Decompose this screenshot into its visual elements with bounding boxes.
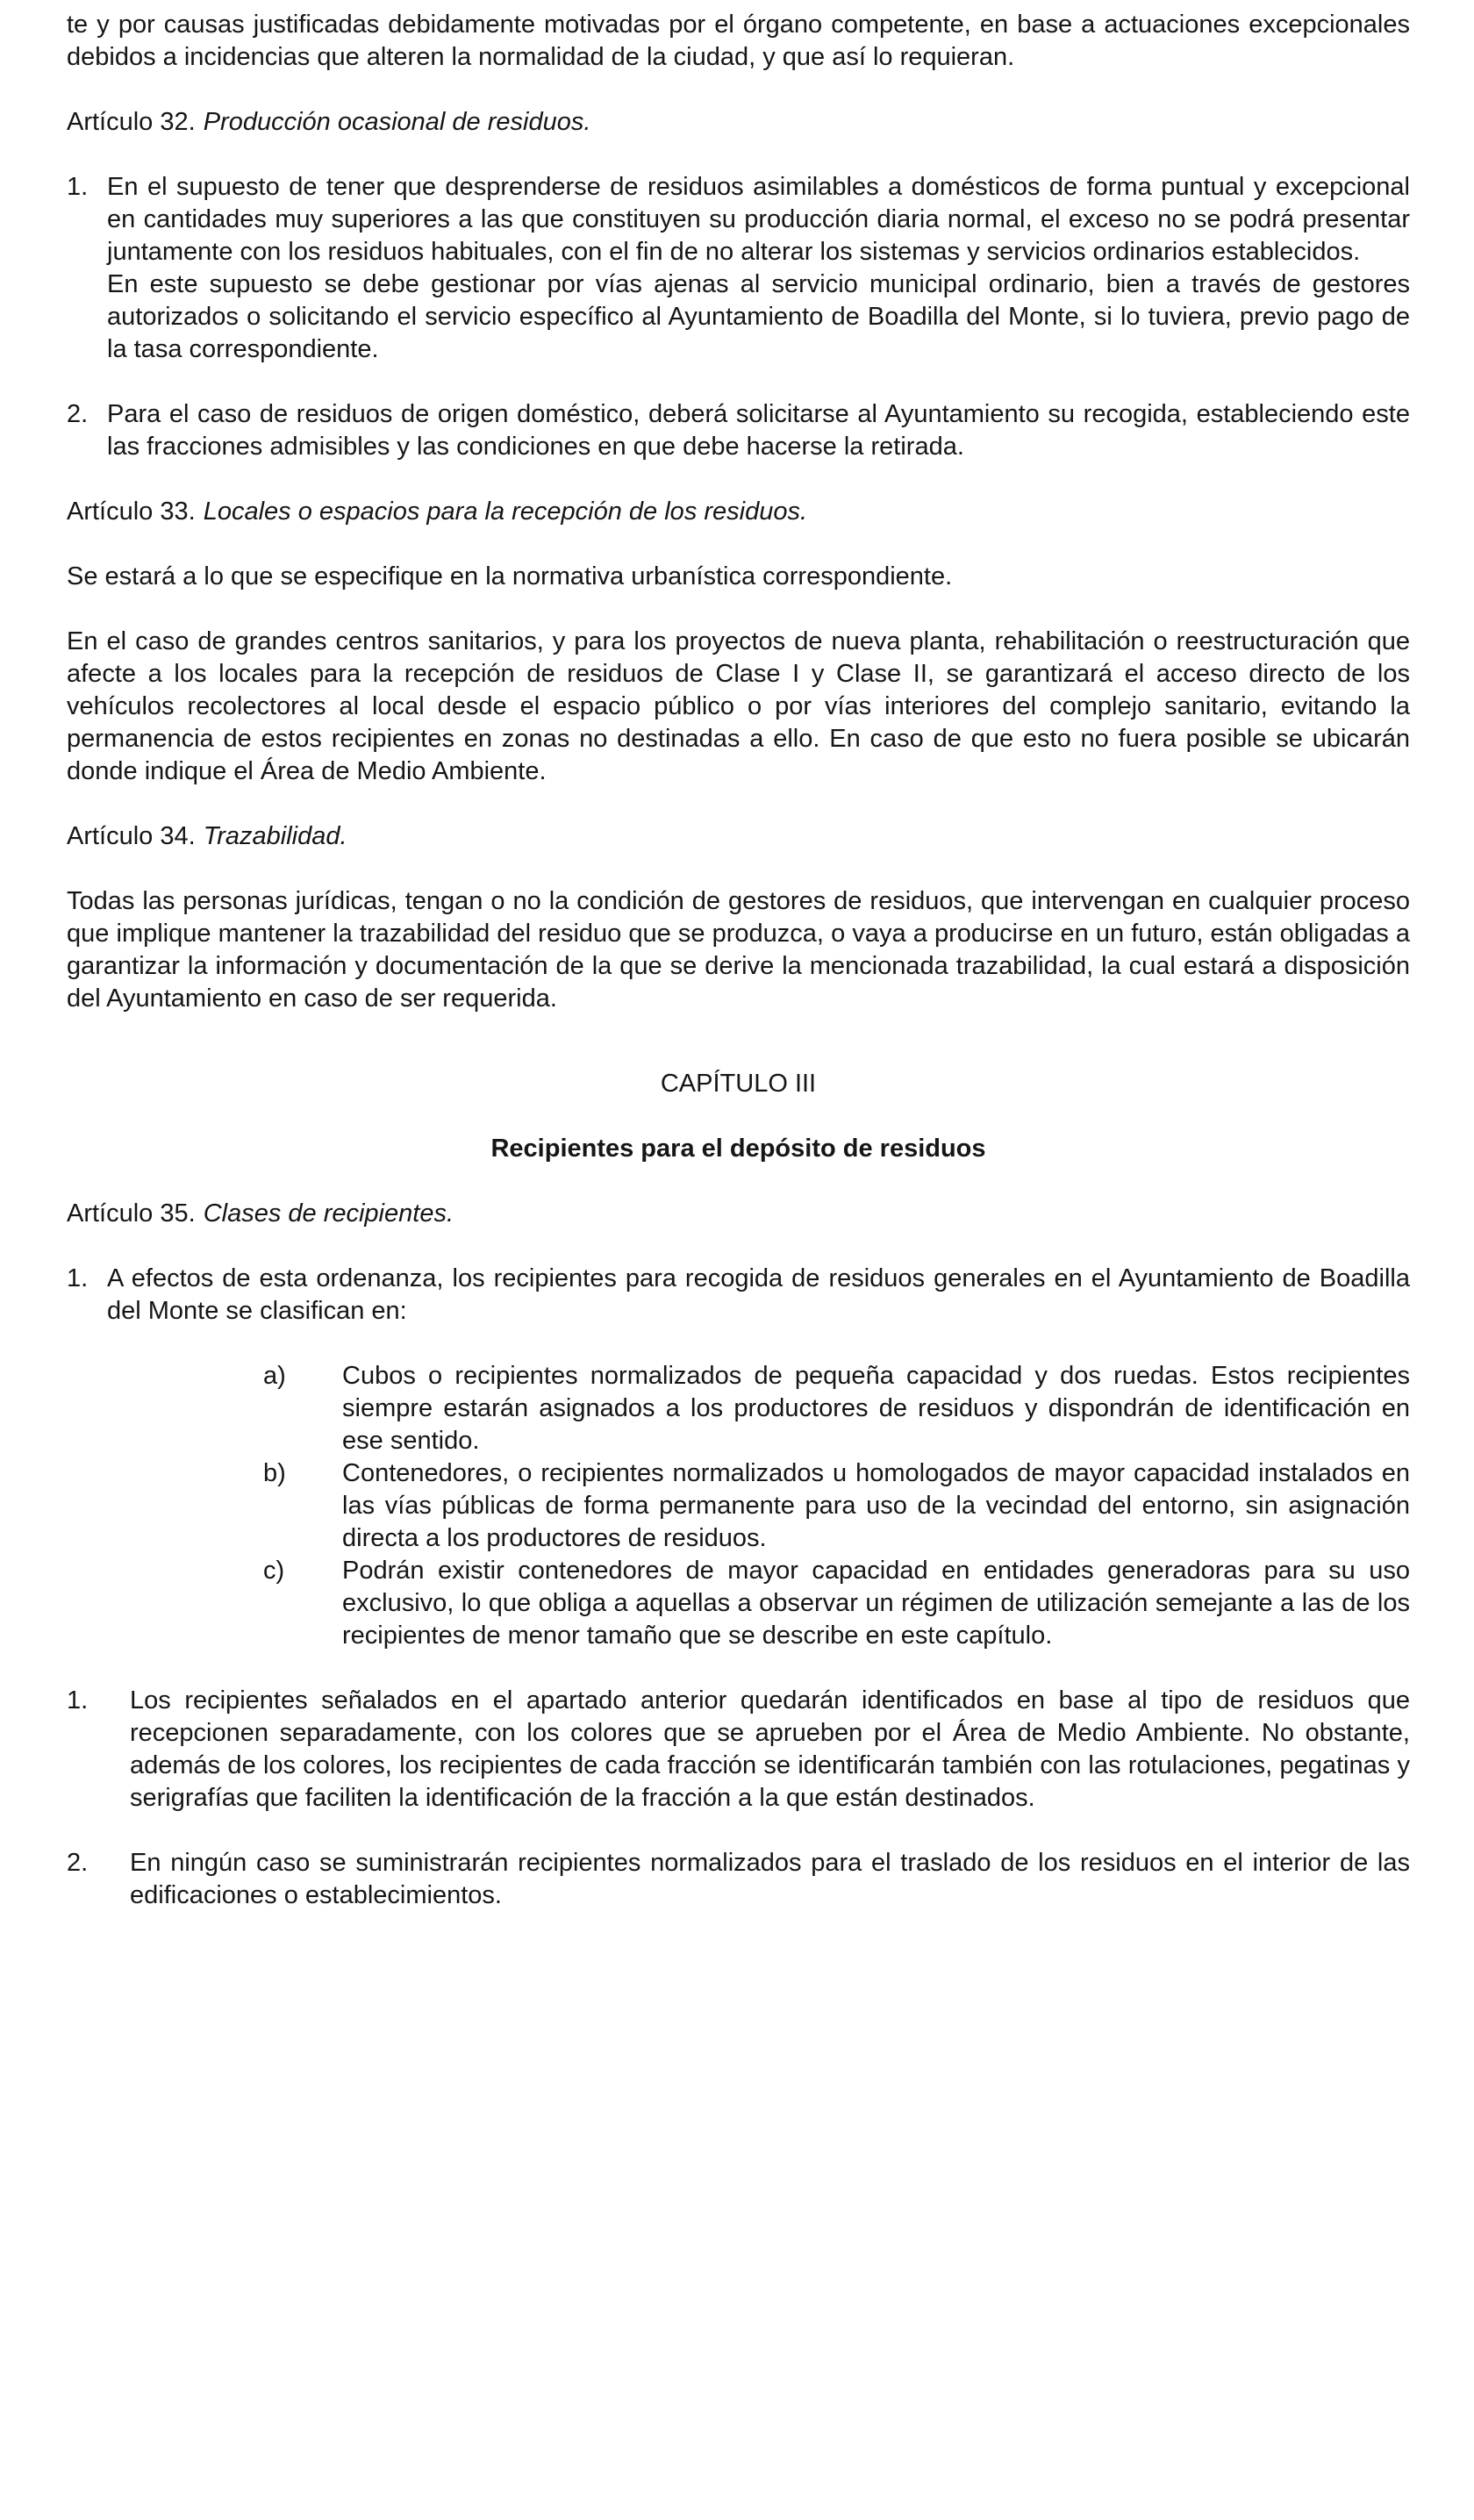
item-number: 1.	[67, 173, 89, 201]
paragraph-continuation: te y por causas justificadas debidamente motivadas por el órgano competente, en base a actuaciones excepcionales debidos a incidencias que alteren la normalidad de la ciudad, y que así lo requieran.	[67, 11, 1410, 71]
sub-list-item-c	[263, 1555, 1410, 1652]
item-paragraph: Para el caso de residuos de origen doméstico, deberá solicitarse al Ayuntamiento su recogida, estableciendo este las fracciones admisibles y las condiciones en que debe hacerse la retirada.	[107, 400, 1410, 461]
article-34-paragraph-1: Todas las personas jurídicas, tengan o no la condición de gestores de residuos, que intervengan en cualquier proceso que implique mantener la trazabilidad del residuo que se produzca, o vaya a producirse en un futuro, están obligadas a garantizar la información y documentación de la que se derive la mencionada trazabilidad, la cual estará a disposición del Ayuntamiento en caso de ser requerida.	[67, 887, 1410, 1013]
article-33-title: Locales o espacios para la recepción de los residuos.	[203, 498, 808, 526]
article-32-label: Artículo 32.	[67, 108, 196, 136]
item-paragraph: Los recipientes señalados en el apartado anterior quedarán identificados en base al tipo de residuos que recepcionen separadamente, con los colores que se aprueben por el Área de Medio Ambiente. No obstante, además de los colores, los recipientes de cada fracción se identificarán también con las rotulaciones, pegatinas y serigrafías que faciliten la identificación de la fracción a la que están destinados.	[130, 1686, 1410, 1812]
list-item-32-1	[67, 171, 1410, 366]
sub-list	[67, 1360, 1410, 1652]
article-35-heading	[67, 1198, 1410, 1230]
article-34-heading	[67, 820, 1410, 853]
item-body	[107, 1263, 1410, 1328]
item-body	[107, 398, 1410, 463]
item-body	[130, 1685, 1410, 1815]
item-paragraph: En este supuesto se debe gestionar por vías ajenas al servicio municipal ordinario, bien a través de gestores autorizados o solicitando el servicio específico al Ayuntamiento de Boadilla del Monte, si lo tuviera, previo pago de la tasa correspondiente.	[107, 270, 1410, 363]
sub-item-text: Podrán existir contenedores de mayor capacidad en entidades generadoras para su uso exclusivo, lo que obliga a aquellas a observar un régimen de utilización semejante a las de los recipientes de menor tamaño que se describe en este capítulo.	[342, 1557, 1410, 1650]
sub-list-item-a	[263, 1360, 1410, 1457]
article-33-heading	[67, 496, 1410, 528]
sub-item-text: Contenedores, o recipientes normalizados u homologados de mayor capacidad instalados en las vías públicas de forma permanente para uso de la vecindad del entorno, sin asignación directa a los productores de residuos.	[342, 1459, 1410, 1552]
article-32-heading	[67, 106, 1410, 139]
item-number: 2.	[67, 400, 89, 428]
article-35-label: Artículo 35.	[67, 1199, 196, 1228]
article-33-paragraph-1: Se estará a lo que se especifique en la normativa urbanística correspondiente.	[67, 562, 953, 591]
chapter-label: CAPÍTULO III	[660, 1070, 817, 1098]
sub-list-item-b	[263, 1457, 1410, 1555]
item-body	[130, 1847, 1410, 1912]
article-32-title: Producción ocasional de residuos.	[203, 108, 591, 136]
sub-item-letter: c)	[263, 1557, 285, 1585]
chapter-title: Recipientes para el depósito de residuos	[490, 1135, 986, 1163]
sub-item-letter: b)	[263, 1459, 286, 1487]
list-item-35-2	[67, 1685, 1410, 1815]
article-34-label: Artículo 34.	[67, 822, 196, 850]
item-number: 1.	[67, 1686, 89, 1715]
list-item-35-1	[67, 1263, 1410, 1328]
item-paragraph: A efectos de esta ordenanza, los recipientes para recogida de residuos generales en el Ayuntamiento de Boadilla del Monte se clasifican en:	[107, 1264, 1410, 1325]
list-item-32-2	[67, 398, 1410, 463]
article-35-title: Clases de recipientes.	[203, 1199, 454, 1228]
sub-item-letter: a)	[263, 1362, 286, 1390]
list-item-35-3	[67, 1847, 1410, 1912]
article-34-title: Trazabilidad.	[203, 822, 347, 850]
item-number: 2.	[67, 1849, 89, 1877]
item-number: 1.	[67, 1264, 89, 1292]
item-paragraph: En ningún caso se suministrarán recipientes normalizados para el traslado de los residuos en el interior de las edificaciones o establecimientos.	[130, 1849, 1410, 1909]
sub-item-text: Cubos o recipientes normalizados de pequeña capacidad y dos ruedas. Estos recipientes siempre estarán asignados a los productores de residuos y dispondrán de identificación en ese sentido.	[342, 1362, 1410, 1455]
item-paragraph: En el supuesto de tener que desprenderse de residuos asimilables a domésticos de forma puntual y excepcional en cantidades muy superiores a las que constituyen su producción diaria normal, el exceso no se podrá presentar juntamente con los residuos habituales, con el fin de no alterar los sistemas y servicios ordinarios establecidos.	[107, 173, 1410, 266]
article-33-paragraph-2: En el caso de grandes centros sanitarios, y para los proyectos de nueva planta, rehabilitación o reestructuración que afecte a los locales para la recepción de residuos de Clase I y Clase II, se garantizará el acceso directo de los vehículos recolectores al local desde el espacio público o por vías interiores del complejo sanitario, evitando la permanencia de estos recipientes en zonas no destinadas a ello. En caso de que esto no fuera posible se ubicarán donde indique el Área de Medio Ambiente.	[67, 627, 1410, 785]
article-33-label: Artículo 33.	[67, 498, 196, 526]
item-body	[107, 171, 1410, 366]
